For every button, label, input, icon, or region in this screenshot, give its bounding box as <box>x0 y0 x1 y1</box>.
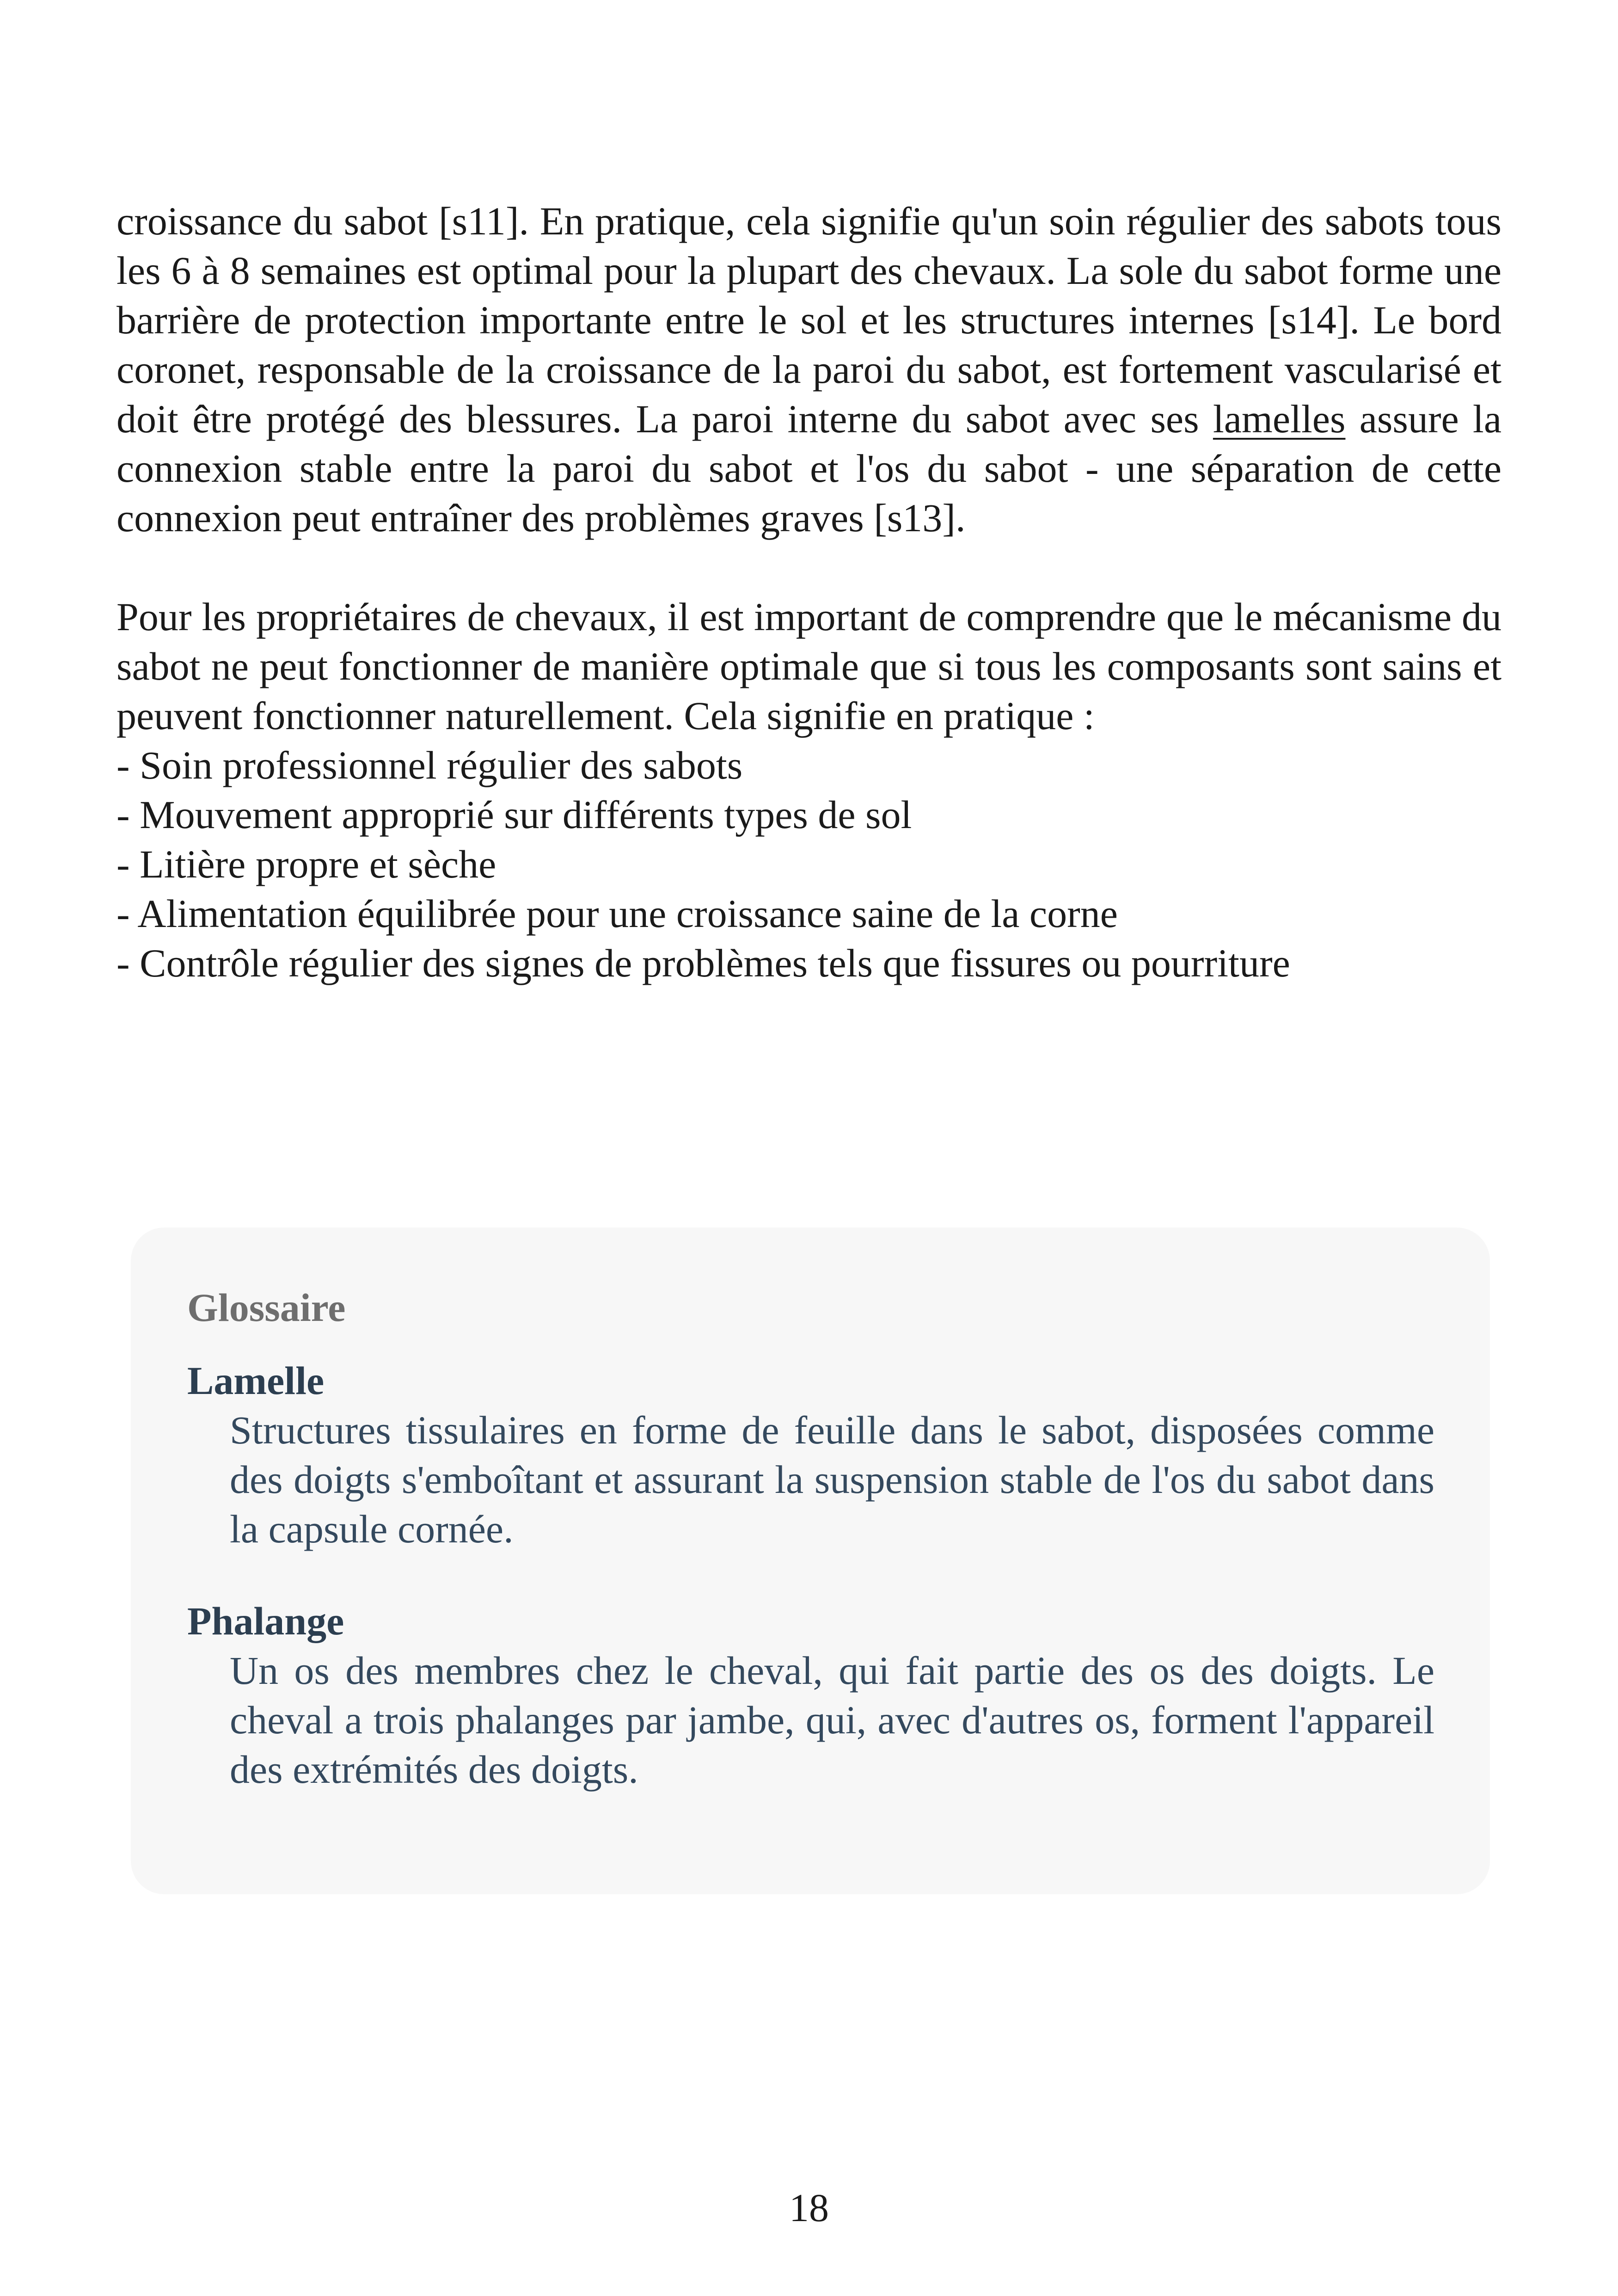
paragraph-text-start: croissance du sabot [s11]. En pratique, cela signifie qu'un soin régulier des sabots tous les 6 à 8 semaines est optimal pour la plupart des chevaux. La sole du sabot forme une barrière de protection importante entre le sol et les structures internes [s14]. Le bord coronet, responsable de la croissance de la paroi du sabot, est fortement vascularisé et doit être protégé des blessures. La paroi interne du sabot avec ses <box>116 199 1502 441</box>
glossary-definition-lamelle: Structures tissulaires en forme de feuille dans le sabot, disposées comme des doigts s'emboîtant et assurant la suspension stable de l'os du sabot dans la capsule cornée. <box>230 1408 1434 1551</box>
list-item: - Contrôle régulier des signes de problèmes tels que fissures ou pourriture <box>116 941 1290 985</box>
glossary-term-phalange: Phalange <box>187 1599 344 1643</box>
paragraph-owners: Pour les propriétaires de chevaux, il est important de comprendre que le mécanisme du sabot ne peut fonctionner de manière optimale que si tous les composants sont sains et peuvent fonctionner naturellement. Cela signifie en pratique : <box>116 595 1502 738</box>
list-item: - Alimentation équilibrée pour une croissance saine de la corne <box>116 891 1118 936</box>
glossary-box <box>131 1228 1490 1894</box>
page-number: 18 <box>789 2185 829 2230</box>
main-text <box>116 196 1502 988</box>
paragraph-hoof-care <box>116 196 1502 543</box>
glossary-definition-phalange: Un os des membres chez le cheval, qui fait partie des os des doigts. Le cheval a trois phalanges par jambe, qui, avec d'autres os, forment l'appareil des extrémités des doigts. <box>230 1648 1434 1792</box>
care-checklist <box>116 741 1502 988</box>
glossary-term-lamelle: Lamelle <box>187 1358 325 1403</box>
list-item: - Mouvement approprié sur différents types de sol <box>116 792 912 837</box>
glossary-title: Glossaire <box>187 1285 346 1330</box>
list-item: - Litière propre et sèche <box>116 842 496 886</box>
lamelles-glossary-link[interactable]: lamelles <box>1213 397 1346 441</box>
paragraph-text-end: assure la connexion stable entre la paroi du sabot et l'os du sabot - une séparation de cette connexion peut entraîner des problèmes graves [s13]. <box>116 397 1502 540</box>
list-item: - Soin professionnel régulier des sabots <box>116 743 743 787</box>
